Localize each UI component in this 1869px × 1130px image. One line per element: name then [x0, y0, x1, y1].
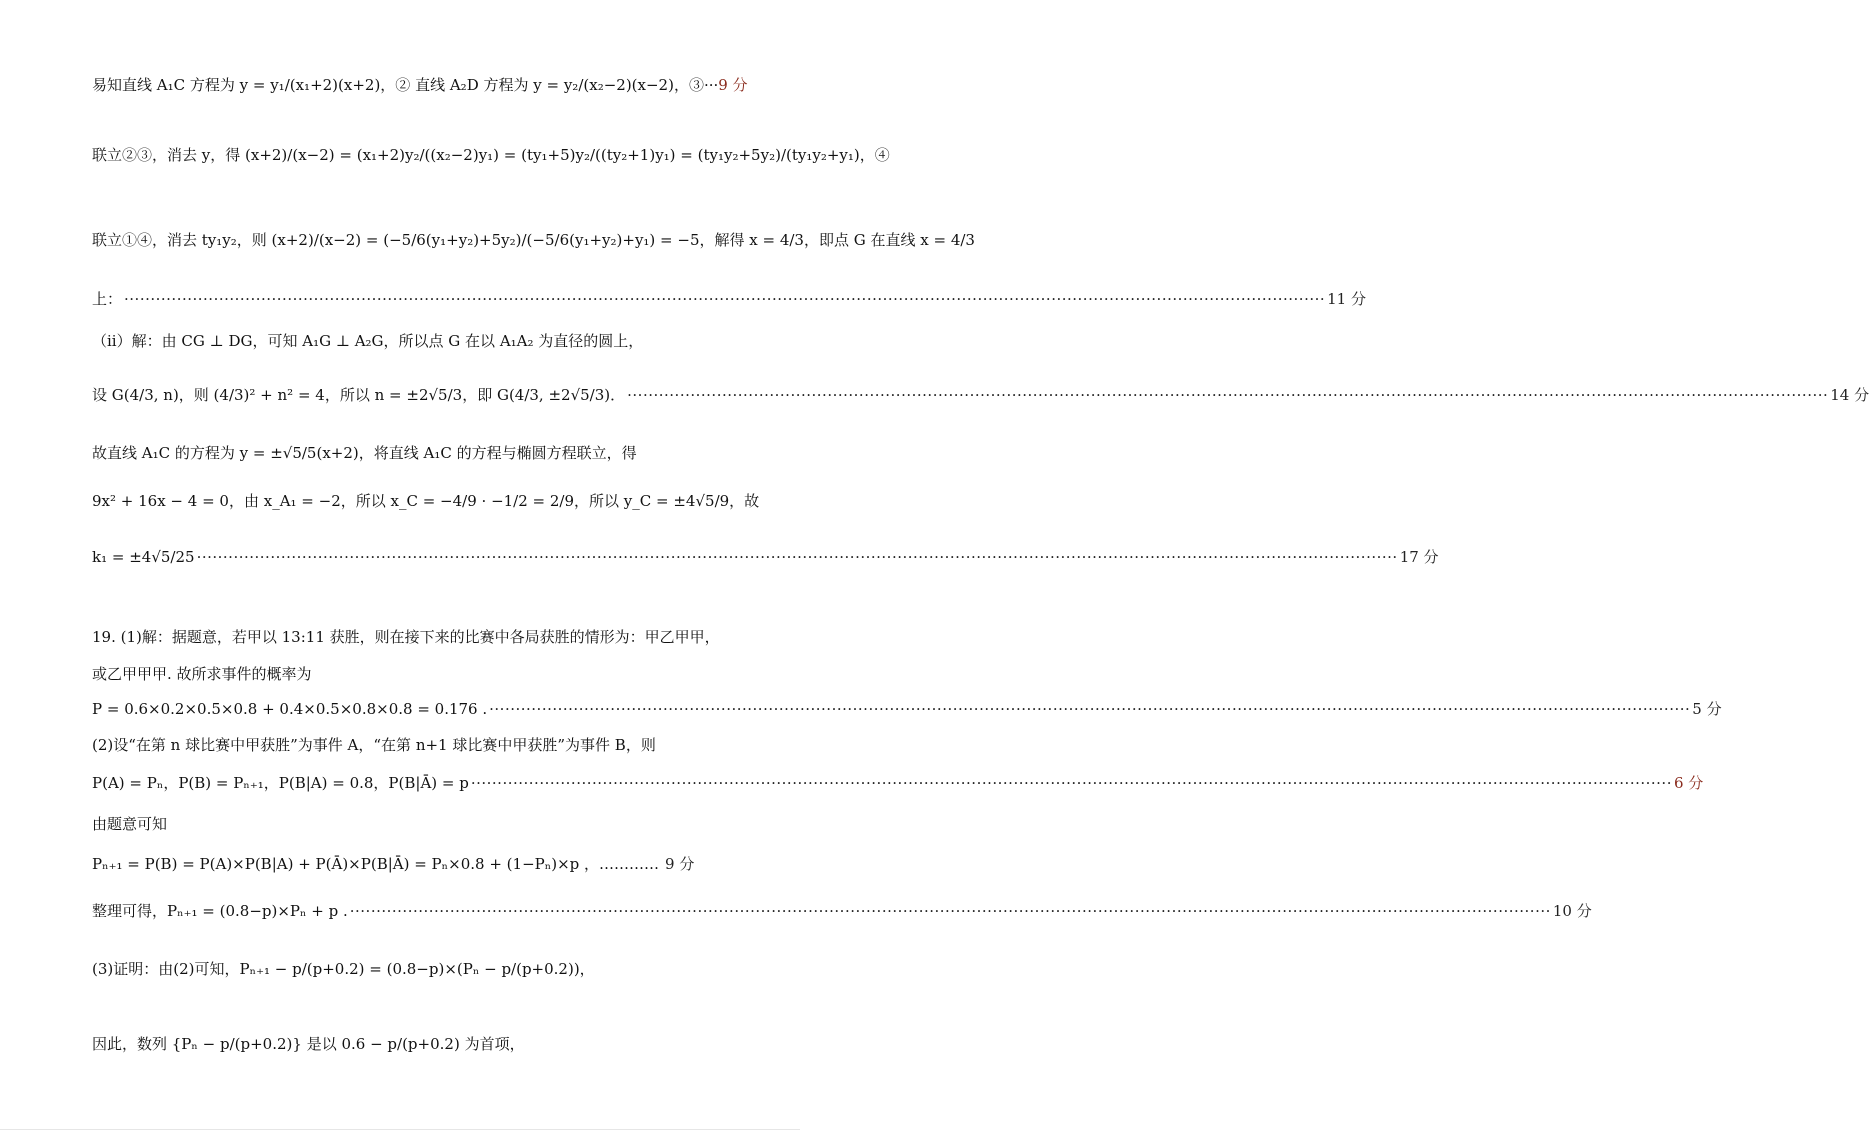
- line-15: [92, 817, 740, 832]
- line-10: [92, 630, 740, 645]
- line-4: [92, 290, 1366, 308]
- line-9-text: k₁ = ±4√5/25: [92, 548, 195, 566]
- line-6-score: 14 分: [1830, 386, 1869, 404]
- leader-dots: [471, 776, 1672, 791]
- line-12: [92, 700, 1722, 718]
- line-17-score: 10 分: [1552, 902, 1592, 920]
- leader-dots: [627, 388, 1828, 403]
- line-12-text: P = 0.6×0.2×0.5×0.8 + 0.4×0.5×0.8×0.8 = 0.176 .: [92, 700, 488, 718]
- line-17-text: 整理可得，Pₙ₊₁ = (0.8−p)×Pₙ + p .: [92, 902, 348, 920]
- line-7: [92, 446, 740, 461]
- line-11: [92, 667, 740, 682]
- line-19-text: 因此，数列 {Pₙ − p/(p+0.2)} 是以 0.6 − p/(p+0.2) 为首项，: [92, 1035, 525, 1053]
- line-4-text: 上：: [92, 290, 123, 308]
- leader-dots: [489, 702, 1690, 717]
- line-16: [92, 857, 740, 872]
- line-8: [92, 492, 760, 510]
- line-14-text: P(A) = Pₙ，P(B) = Pₙ₊₁，P(B|A) = 0.8，P(B|Ā) = p: [92, 774, 469, 792]
- line-14-score: 6 分: [1673, 774, 1704, 792]
- line-3-text: 联立①④，消去 ty₁y₂，则 (x+2)/(x−2) = (−5/6(y₁+y₂)+5y₂)/(−5/6(y₁+y₂)+y₁) = −5，解得 x = 4/3，即点 G 在直线 x = 4/3: [92, 231, 975, 249]
- line-15-text: 由题意可知: [92, 815, 168, 833]
- line-9: [92, 548, 1439, 566]
- line-4-score: 11 分: [1327, 290, 1366, 308]
- leader-dots: [124, 292, 1325, 307]
- line-7-text: 故直线 A₁C 的方程为 y = ±√5/5(x+2)，将直线 A₁C 的方程与椭圆方程联立，得: [92, 444, 637, 462]
- line-16-score: 9 分: [665, 855, 695, 873]
- line-18-text: (3)证明：由(2)可知，Pₙ₊₁ − p/(p+0.2) = (0.8−p)×(Pₙ − p/(p+0.2))，: [92, 960, 595, 978]
- line-6: [92, 386, 1869, 404]
- line-6-text: 设 G(4/3, n)，则 (4/3)² + n² = 4，所以 n = ±2√5/3，即 G(4/3, ±2√5/3)．: [92, 386, 626, 404]
- line-13-text: (2)设“在第 n 球比赛中甲获胜”为事件 A，“在第 n+1 球比赛中甲获胜”为事件 B，则: [92, 736, 656, 754]
- line-17: [92, 902, 1592, 920]
- line-10-text: 19. (1)解：据题意，若甲以 13:11 获胜，则在接下来的比赛中各局获胜的情形为：甲乙甲甲，: [92, 628, 720, 646]
- line-13: [92, 738, 740, 753]
- leader-dots: [197, 550, 1398, 565]
- line-11-text: 或乙甲甲甲. 故所求事件的概率为: [92, 665, 312, 683]
- line-1-score: 9 分: [718, 76, 748, 94]
- line-8-text: 9x² + 16x − 4 = 0，由 x_A₁ = −2，所以 x_C = −4/9 · −1/2 = 2/9，所以 y_C = ±4√5/9，故: [92, 492, 760, 510]
- line-19: [92, 1037, 740, 1052]
- line-2-text: 联立②③，消去 y，得 (x+2)/(x−2) = (x₁+2)y₂/((x₂−2)y₁) = (ty₁+5)y₂/((ty₂+1)y₁) = (ty₁y₂+5y₂)/(ty₁y₂+y₁)，④: [92, 146, 890, 164]
- line-14: [92, 774, 1704, 792]
- line-3: [92, 231, 975, 249]
- line-16-text: Pₙ₊₁ = P(B) = P(A)×P(B|A) + P(Ā)×P(B|Ā) = Pₙ×0.8 + (1−Pₙ)×p ，…………: [92, 855, 660, 873]
- line-1: [92, 76, 748, 94]
- line-5-text: （ii）解：由 CG ⊥ DG，可知 A₁G ⊥ A₂G，所以点 G 在以 A₁A₂ 为直径的圆上，: [92, 332, 644, 350]
- line-9-score: 17 分: [1399, 548, 1439, 566]
- line-18: [92, 962, 740, 977]
- leader-dots: [350, 904, 1551, 919]
- line-2: [92, 146, 890, 164]
- line-5: [92, 334, 740, 349]
- line-12-score: 5 分: [1692, 700, 1722, 718]
- line-1-text: 易知直线 A₁C 方程为 y = y₁/(x₁+2)(x+2)，② 直线 A₂D 方程为 y = y₂/(x₂−2)(x−2)，③···: [92, 76, 719, 94]
